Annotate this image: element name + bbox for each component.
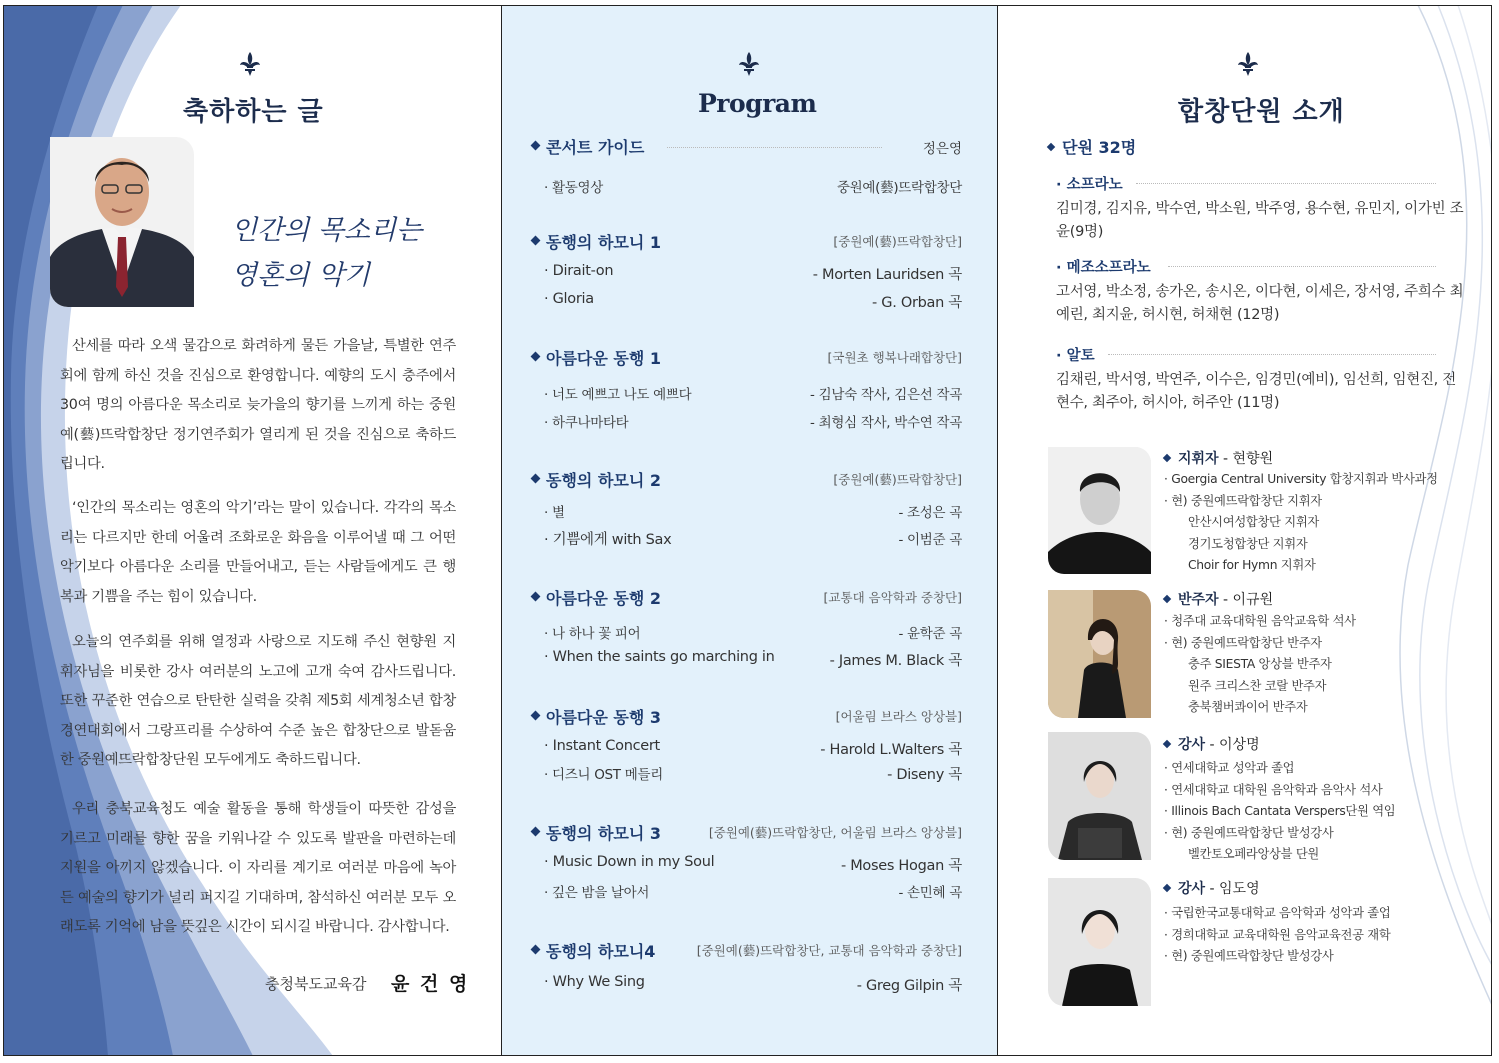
bio-line: Choir for Hymn 지휘자: [1188, 558, 1316, 572]
staff-name: - 이상명: [1209, 737, 1260, 753]
program-section-performer: [중원예(藝)뜨락합창단, 어울림 브라스 앙상블]: [708, 825, 962, 840]
program-section-performer: [국원초 행복나래합창단]: [827, 350, 962, 365]
program-item-credit: - Greg Gilpin 곡: [856, 978, 962, 994]
program-item-title: · When the saints go marching in: [544, 649, 775, 665]
greeting-paragraph-1: 산세를 따라 오색 물감으로 화려하게 물든 가을날, 특별한 연주회에 함께 하신 것을 진심으로 환영합니다. 예향의 도시 충주에서 30여 명의 아름다운 목소리로 늦가을의 향기를 느끼게 하는 중원예(藝)뜨락합창단 정기연주회가 열리게 된 것을 진심으로 축하드립니다.: [60, 338, 456, 472]
program-section-title: 동행의 하모니4: [546, 942, 656, 961]
program-section-title: 동행의 하모니 2: [546, 471, 662, 490]
program-item-credit: - Harold L.Walters 곡: [820, 742, 962, 758]
program-section-title: 동행의 하모니 1: [546, 233, 662, 252]
bio-line: · 연세대학교 성악과 졸업: [1164, 761, 1295, 775]
program-item-title: · 활동영상: [544, 180, 603, 196]
mezzo-members: 고서영, 박소정, 송가온, 송시온, 이다현, 이세은, 장서영, 주희수 최예린, 최지윤, 허시현, 허채현 (12명): [1056, 284, 1464, 323]
greeting-paragraph-3: 오늘의 연주회를 위해 열정과 사랑으로 지도해 주신 현향원 지휘자님을 비롯한 강사 여러분의 노고에 고개 숙여 감사드립니다. 또한 꾸준한 연습으로 탄탄한 실력을 갖춰 제5회 세계청소년 합창경연대회에서 그랑프리를 수상하여 수준 높은 합창단으로 발돋움한 중원예뜨락합창단원 모두에게도 축하드립니다.: [60, 634, 456, 768]
program-item-title: · Gloria: [544, 291, 594, 307]
bio-line: 충주 SIESTA 앙상블 반주자: [1188, 657, 1332, 671]
program-item-credit: - 김남숙 작사, 김은선 작곡: [810, 387, 962, 403]
program-section-performer: 정은영: [922, 141, 962, 157]
staff-role: 반주자: [1178, 592, 1219, 608]
bio-line: · 연세대학교 대학원 음악학과 음악사 석사: [1164, 782, 1383, 797]
program-item-credit: 중원예(藝)뜨락합창단: [836, 180, 962, 196]
choir-title: 합창단원 소개: [1178, 97, 1345, 127]
program-section-title: 동행의 하모니 3: [546, 824, 662, 843]
staff-name: - 이규원: [1223, 592, 1274, 608]
program-item-title: · 기쁨에게 with Sax: [544, 532, 672, 548]
program-item-credit: - Diseny 곡: [887, 767, 962, 783]
greeting-title: 축하하는 글: [183, 97, 324, 127]
voice-soprano-label: · 소프라노: [1056, 177, 1123, 193]
greeting-paragraph-2: ‘인간의 목소리는 영혼의 악기’라는 말이 있습니다. 각각의 목소리는 다르지만 한데 어울려 조화로운 화음을 이루어낼 때 그 어떤 악기보다 아름다운 소리를 만들어내고, 듣는 사람들에게도 큰 행복과 기쁨을 주는 힘이 있습니다.: [60, 500, 456, 605]
staff-name: - 현향원: [1223, 451, 1274, 467]
bio-line: · 국립한국교통대학교 음악학과 성악과 졸업: [1164, 906, 1391, 920]
voice-mezzo-label: · 메조소프라노: [1056, 260, 1151, 276]
staff-role: 강사: [1178, 737, 1206, 753]
soprano-members: 김미경, 김지유, 박수연, 박소원, 박주영, 용수현, 유민지, 이가빈 조윤(9명): [1056, 201, 1464, 240]
program-section-performer: [중원예(藝)뜨락합창단]: [833, 234, 962, 249]
greeting-paragraph-4: 우리 충북교육청도 예술 활동을 통해 학생들이 따뜻한 감성을 기르고 미래를 향한 꿈을 키워나갈 수 있도록 발판을 마련하는데 지원을 아끼지 않겠습니다. 이 자리를 계기로 여러분 마음에 녹아든 예술의 향기가 널리 퍼지길 기대하며, 참석하신 여러분 모두 오래도록 기억에 남을 뜻깊은 시간이 되시길 바랍니다. 감사합니다.: [60, 801, 456, 935]
program-item-title: · Dirait-on: [544, 263, 614, 279]
program-title: Program: [698, 89, 817, 118]
program-item-title: · 디즈니 OST 메들리: [544, 767, 663, 783]
program-item-credit: - 윤학준 곡: [898, 626, 962, 642]
signature-title: 충청북도교육감: [265, 975, 367, 993]
program-item-credit: - Morten Lauridsen 곡: [812, 267, 962, 283]
bio-line: · 현) 중원예뜨락합창단 반주자: [1164, 635, 1322, 650]
bio-line: · 현) 중원예뜨락합창단 발성강사: [1164, 949, 1334, 963]
bio-line: 안산시여성합창단 지휘자: [1188, 515, 1319, 529]
program-section-title: 아름다운 동행 1: [546, 349, 662, 368]
bio-line: · Illinois Bach Cantata Verspers단원 역임: [1164, 804, 1396, 818]
voice-alto-label: · 알토: [1056, 348, 1095, 364]
program-section-performer: [중원예(藝)뜨락합창단]: [833, 472, 962, 487]
program-section-title: 아름다운 동행 2: [546, 589, 662, 608]
signature-name: 윤 건 영: [391, 973, 470, 995]
program-section-performer: [중원예(藝)뜨락합창단, 교통대 음악학과 중창단]: [696, 943, 962, 958]
program-item-credit: - Moses Hogan 곡: [840, 858, 962, 874]
member-count-label: 단원 32명: [1062, 138, 1137, 157]
program-item-title: · 나 하나 꽃 피어: [544, 626, 641, 642]
bio-line: · 현) 중원예뜨락합창단 발성강사: [1164, 825, 1334, 840]
program-item-credit: - 조성은 곡: [898, 505, 962, 521]
program-item-title: · 하쿠나마타타: [544, 415, 629, 431]
quote-line-2: 영혼의 악기: [231, 260, 370, 291]
program-item-title: · Why We Sing: [544, 974, 645, 990]
staff-role: 강사: [1178, 881, 1206, 897]
program-section-title: 아름다운 동행 3: [546, 708, 662, 727]
bio-line: · Goergia Central University 합창지휘과 박사과정: [1164, 472, 1438, 486]
bio-line: 벨칸토오페라앙상블 단원: [1188, 847, 1319, 861]
bio-line: · 경희대학교 교육대학원 음악교육전공 재학: [1164, 927, 1391, 942]
bio-line: 경기도청합창단 지휘자: [1188, 536, 1308, 551]
program-section-performer: [어울림 브라스 앙상블]: [835, 709, 962, 724]
program-item-title: · 별: [544, 505, 565, 521]
bio-line: 충북챔버콰이어 반주자: [1188, 700, 1308, 714]
program-item-credit: - G. Orban 곡: [872, 295, 962, 311]
bio-line: 원주 크리스찬 코랄 반주자: [1188, 678, 1327, 693]
program-item-credit: - 이범준 곡: [898, 532, 962, 548]
alto-members: 김채린, 박서영, 박연주, 이수은, 임경민(예비), 임선희, 임현진, 전현수, 최주아, 허시아, 허주안 (11명): [1056, 372, 1457, 411]
voice-name: 소프라노: [1066, 177, 1123, 193]
staff-role: 지휘자: [1178, 451, 1219, 467]
voice-name: 메조소프라노: [1066, 260, 1151, 276]
staff-name: - 임도영: [1209, 881, 1260, 897]
program-item-title: · Instant Concert: [544, 738, 660, 754]
quote-line-1: 인간의 목소리는: [231, 215, 423, 246]
program-item-title: · Music Down in my Soul: [544, 854, 715, 870]
program-item-title: · 깊은 밤을 날아서: [544, 885, 650, 901]
page-border: [3, 5, 1492, 1056]
program-item-title: · 너도 예쁘고 나도 예쁘다: [544, 387, 692, 403]
program-item-credit: - 최형심 작사, 박수연 작곡: [810, 415, 962, 431]
program-section-performer: [교통대 음악학과 중창단]: [823, 590, 962, 605]
bio-line: · 청주대 교육대학원 음악교육학 석사: [1164, 614, 1356, 628]
program-item-credit: - 손민혜 곡: [898, 885, 962, 901]
program-section-title: 콘서트 가이드: [546, 138, 645, 157]
voice-name: 알토: [1066, 348, 1095, 364]
bio-line: · 현) 중원예뜨락합창단 지휘자: [1164, 493, 1322, 508]
program-item-credit: - James M. Black 곡: [829, 653, 962, 669]
